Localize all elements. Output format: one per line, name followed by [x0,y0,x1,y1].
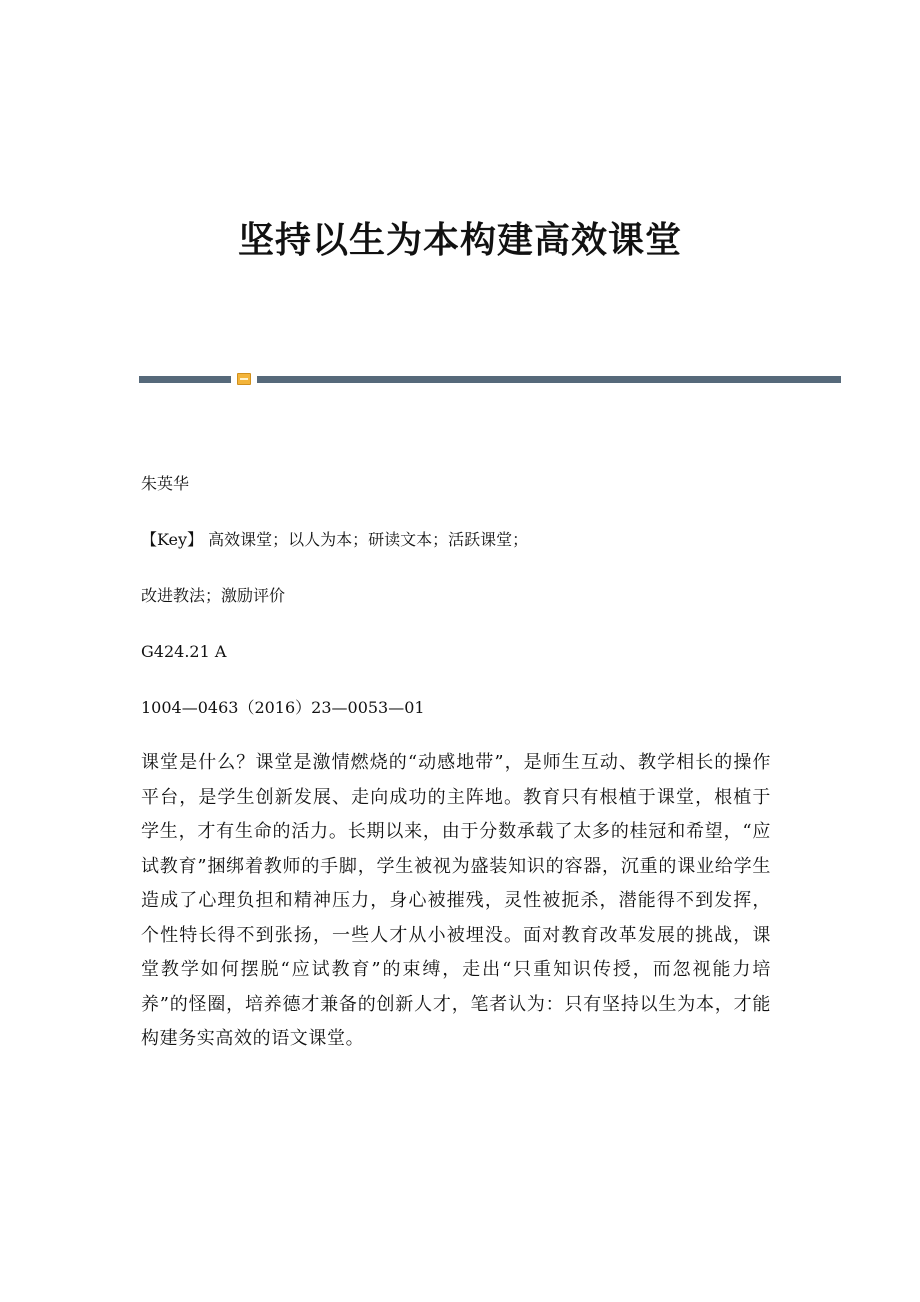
divider-bar-left [139,376,231,383]
divider-bar-right [257,376,841,383]
keywords-continued: 改进教法；激励评价 [141,586,286,605]
body-paragraph: 课堂是什么？课堂是激情燃烧的“动感地带”，是师生互动、教学相长的操作平台，是学生创新发展、走向成功的主阵地。教育只有根植于课堂，根植于学生，才有生命的活力。长期以来，由于分数承载了太多的桂冠和希望，“应试教育”捆绑着教师的手脚，学生被视为盛装知识的容器，沉重的课业给学生造成了心理负担和精神压力，身心被摧残，灵性被扼杀，潜能得不到发挥，个性特长得不到张扬，一些人才从小被埋没。面对教育改革发展的挑战，课堂教学如何摆脱“应试教育”的束缚，走出“只重知识传授，而忽视能力培养”的怪圈，培养德才兼备的创新人才，笔者认为：只有坚持以生为本，才能构建务实高效的语文课堂。 [141,752,771,1049]
classification-code: G424.21 A [141,642,227,661]
document-title: 坚持以生为本构建高效课堂 [237,219,682,261]
issn-code: 1004—0463（2016）23—0053—01 [141,698,425,717]
author-name: 朱英华 [141,474,190,493]
divider-ornament-icon [237,373,251,385]
keywords-line [141,528,528,552]
title-divider [139,373,841,385]
keywords-label: 【Key】 [141,530,204,549]
keywords-list: 高效课堂；以人为本；研读文本；活跃课堂； [208,530,529,549]
